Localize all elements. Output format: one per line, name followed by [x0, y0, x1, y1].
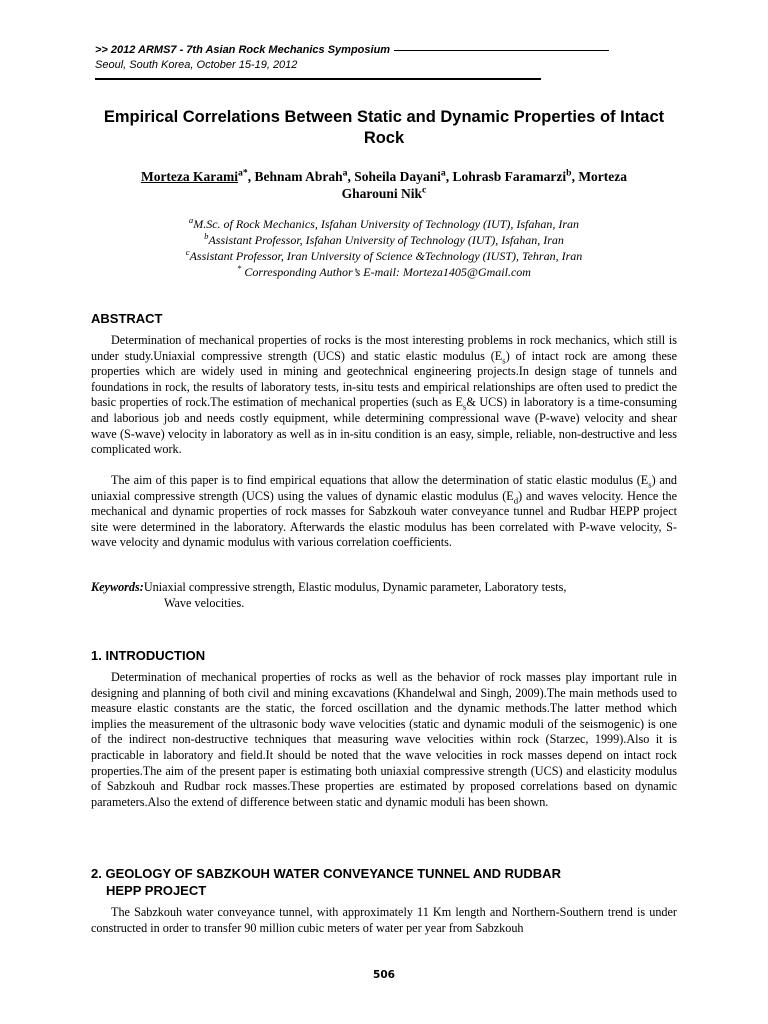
- author-name: Behnam Abrah: [254, 169, 343, 184]
- conference-header: [95, 44, 665, 71]
- author-mark: a: [440, 167, 446, 179]
- introduction-heading: 1. INTRODUCTION: [91, 648, 206, 663]
- geology-heading: 2. GEOLOGY OF SABZKOUH WATER CONVEYANCE TUNNEL AND RUDBAR HEPP PROJECT: [91, 866, 561, 898]
- page-number: 506: [373, 969, 395, 981]
- affiliation: $^b$Assistant Professor, Isfahan University of Technology (IUT), Isfahan, Iran: [204, 231, 564, 247]
- affiliation: $^c$Assistant Professor, Iran University of Science &Technology (IUST), Tehran, Iran: [185, 247, 583, 263]
- keywords-text: Uniaxial compressive strength, Elastic modulus, Dynamic parameter, Laboratory tests,: [143, 580, 567, 594]
- author-name: Soheila Dayani: [354, 169, 441, 184]
- paper-title: Empirical Correlations Between Static and Dynamic Properties of Intact Rock: [103, 108, 665, 147]
- author-name: Gharouni Nik: [341, 186, 423, 201]
- author-name: Morteza: [578, 169, 628, 184]
- abstract-paragraph: Determination of mechanical properties of rocks is the most interesting problems in rock mechanics, which still is under study.Uniaxial compressive strength (UCS) and static elastic modulus $(E_s)$ of intact rock are among these properties which are widely used in mining and geotechnical engineering projects.In design stage of tunnels and foundations in rock, the results of laboratory tests, in-situ tests and empirical relationships are often used to predict the basic properties of rock.The estimation of mechanical properties (such as $E_s\&$ UCS) in laboratory is a time-consuming and laborious job and needs costly equipment, while determining compressional wave (P-wave) velocity and shear wave (S-wave) velocity in laboratory as well as in in-situ condition is an easy, simple, reliable, non-destructive and less complicated work.: [91, 333, 678, 457]
- geology-paragraph: The Sabzkouh water conveyance tunnel, with approximately 11 Km length and Northern-Southern trend is under constructed in order to transfer 90 million cubic meters of water per year from Sabzkouh: [91, 905, 677, 935]
- author-mark: c: [422, 184, 427, 196]
- abstract-paragraph: The aim of this paper is to find empirical equations that allow the determination of static elastic modulus $(E_s)$ and uniaxial compressive strength (UCS) using the values of dynamic elastic modulus $(E_d)$ and waves velocity. Hence the mechanical and dynamic properties of rock masses for Sabzkouh water conveyance tunnel and Rudbar HEPP project site were determined in the laboratory. Afterwards the elastic modulus has been correlated with P-wave velocity, S- wave velocity and dynamic modulus with various correlation coefficients.: [91, 473, 678, 550]
- author-mark: a: [342, 167, 348, 179]
- conference-location-date: Seoul, South Korea, October 15-19, 2012: [95, 59, 298, 71]
- affiliations: [92, 216, 676, 280]
- introduction-paragraph: Determination of mechanical properties of rocks as well as the behavior of rock masses play important rule in designing and planning of both civil and mining excavations (Khandelwal and Singh, 2009).The main methods used to measure elastic constants are the static, the forced oscillation and the dynamic methods.The latter method which implies the measurement of the ultrasonic body wave velocities (static and dynamic moduli of the seismogenic) is one of the indirect non-destructive techniques that measuring wave velocities within rock (Starzec, 1999).Also it is practicable in laboratory and field.It should be noted that the wave velocities in rock masses depend on intact rock properties.The aim of the present paper is estimating both uniaxial compressive strength (UCS) and elasticity modulus of Sabzkouh and Rudbar rock masses.These properties are estimated by proposed correlations based on dynamic parameters.Also the extend of difference between static and dynamic moduli has been shown.: [91, 670, 677, 809]
- header-rule-thick: [95, 78, 541, 80]
- author-name: Lohrasb Faramarzi: [452, 169, 567, 184]
- corresponding-author: * Corresponding Author’s E-mail: Morteza1405@Gmail.com: [237, 263, 531, 279]
- affiliation: $^a$M.Sc. of Rock Mechanics, Isfahan University of Technology (IUT), Isfahan, Iran: [188, 215, 580, 231]
- author-mark: b: [566, 167, 572, 179]
- author-name: Morteza Karami: [140, 169, 239, 184]
- header-rule-thin: [394, 50, 609, 51]
- keywords-label: Keywords:: [91, 580, 144, 594]
- conference-name: >> 2012 ARMS7 - 7th Asian Rock Mechanics Symposium: [95, 44, 665, 56]
- author-mark: a*: [238, 167, 248, 179]
- keywords-text: Wave velocities.: [164, 595, 245, 610]
- author-list: Morteza Karami$^{a*}$, Behnam Abrah$^a$, Soheila Dayani$^a$, Lohrasb Faramarzi$^b$, Morteza Gharouni Nik$^c$: [140, 167, 628, 201]
- abstract-heading: ABSTRACT: [91, 311, 163, 326]
- keywords: [91, 580, 677, 611]
